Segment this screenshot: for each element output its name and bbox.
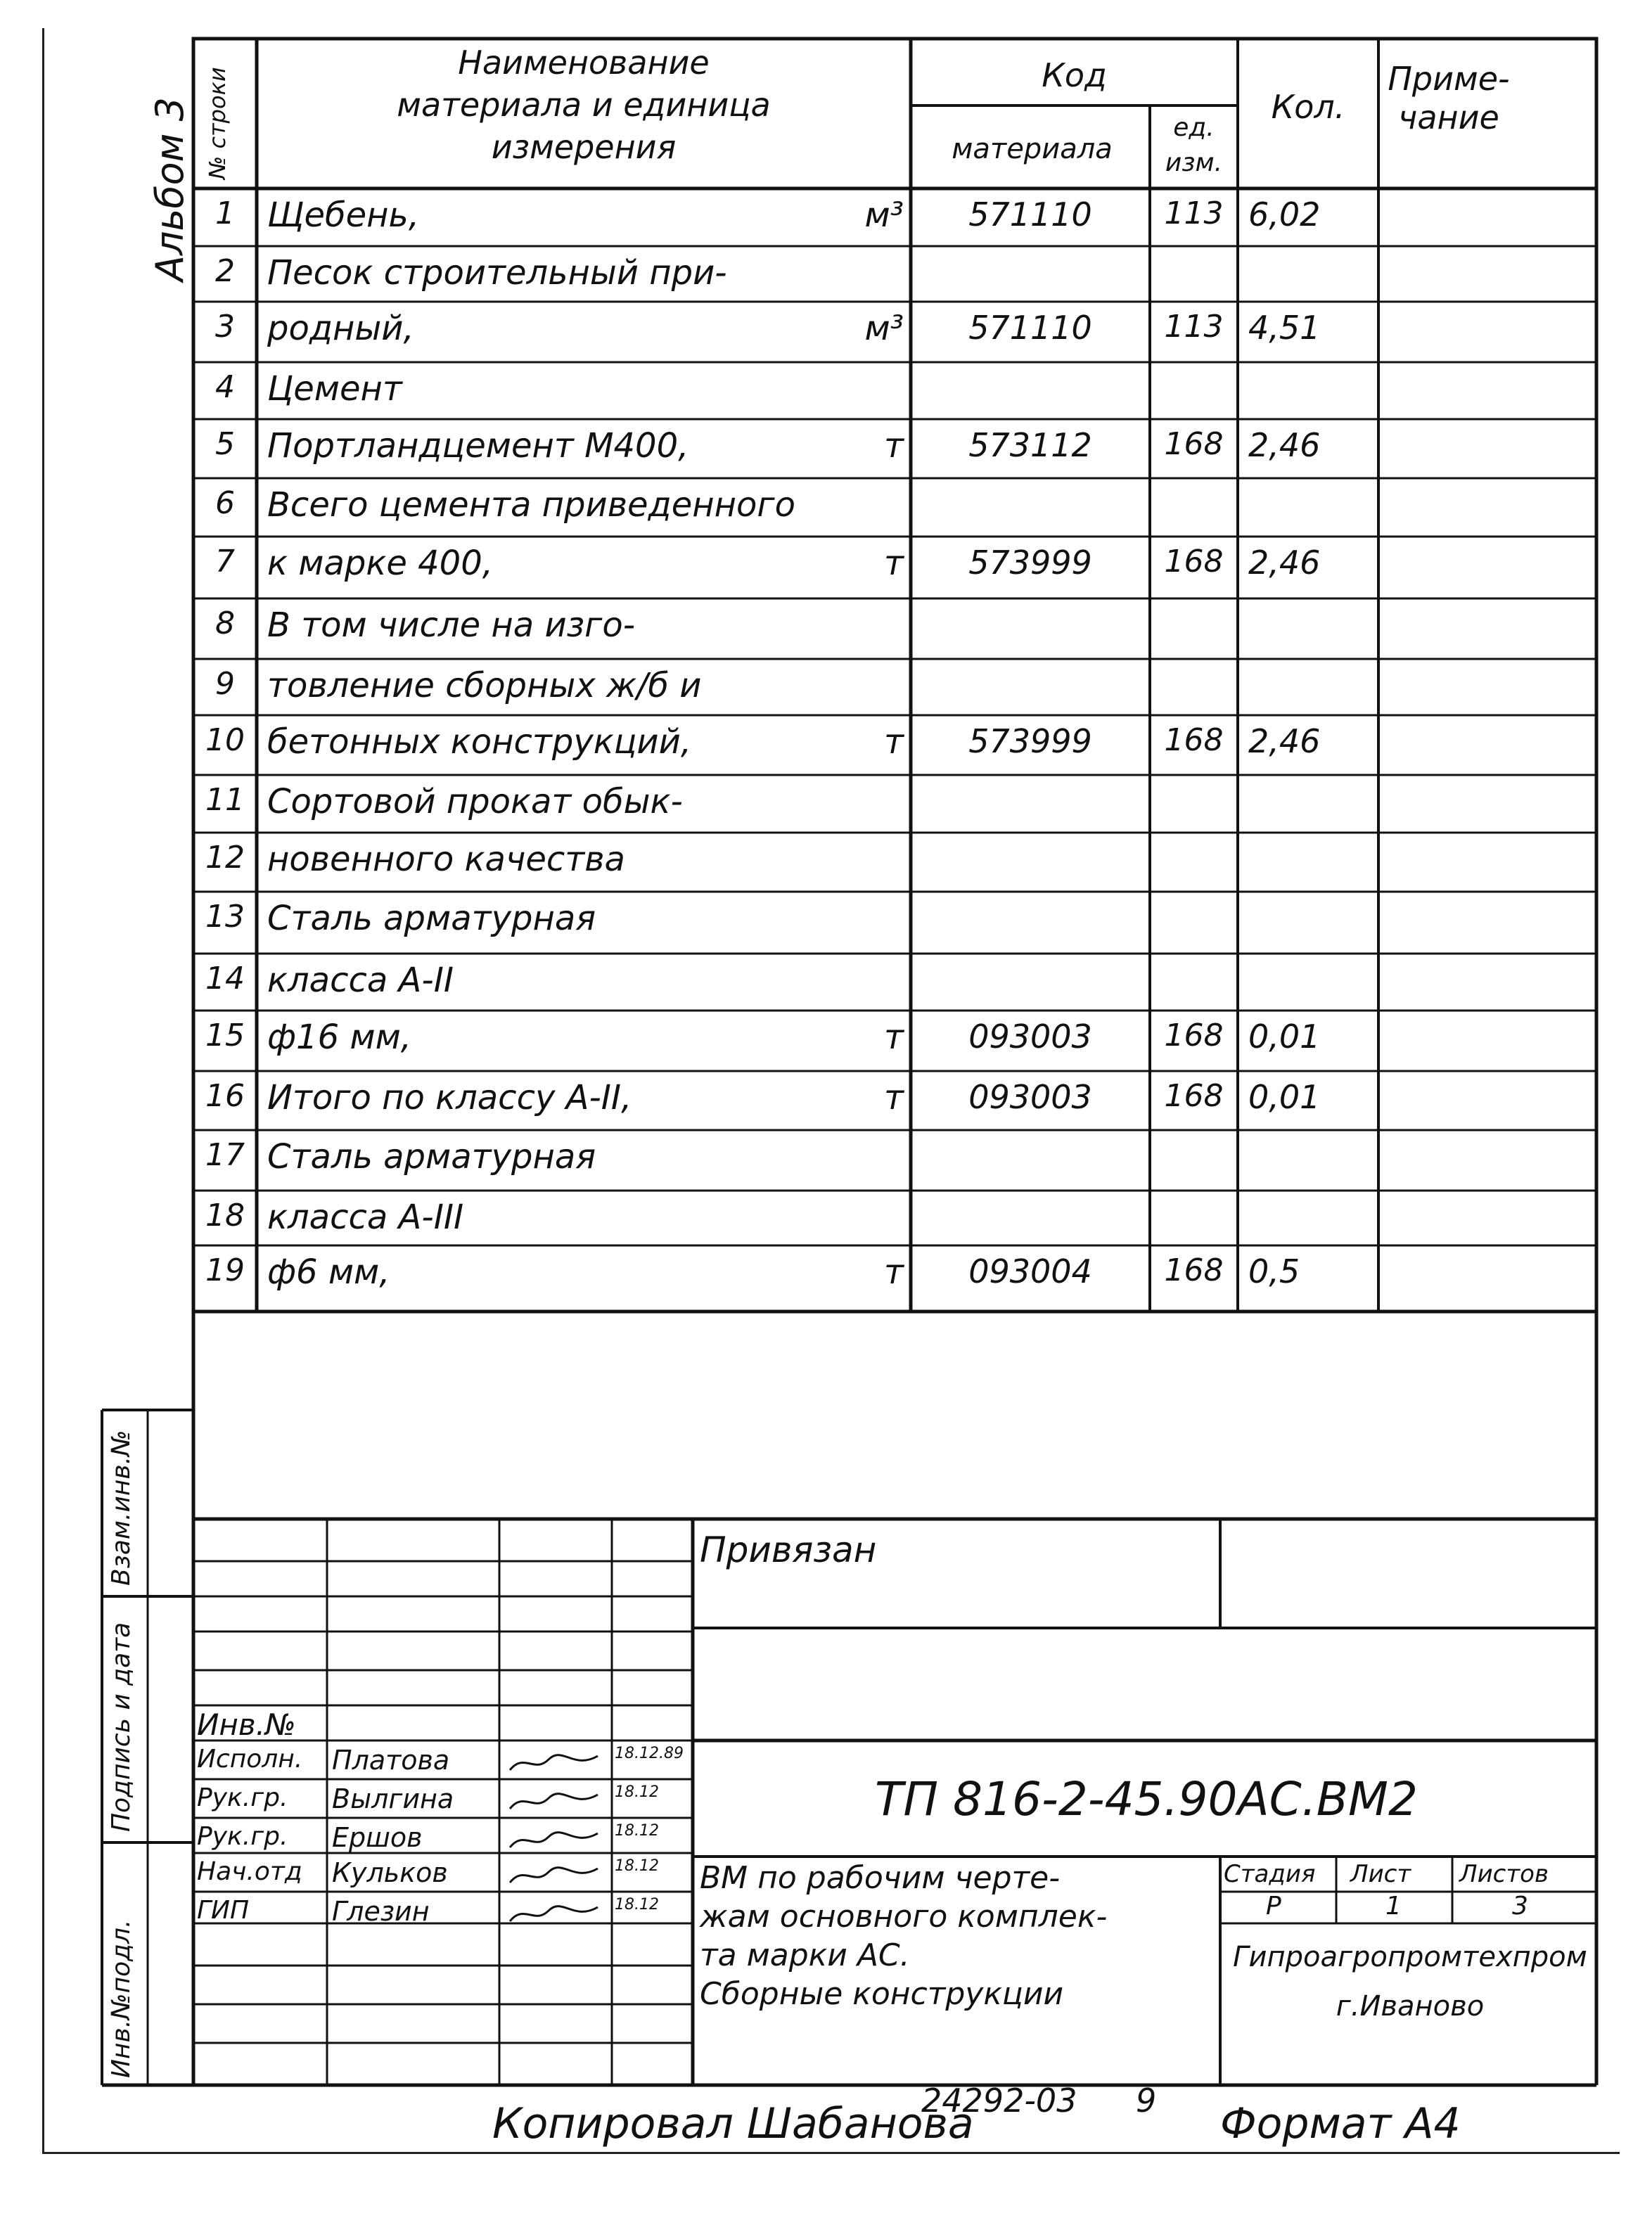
signer-date: 18.12 (615, 1822, 659, 1840)
signer-name: Глезин (332, 1896, 430, 1927)
sheets-value: 3 (1512, 1892, 1528, 1921)
footer-format: Формат А4 (1220, 2099, 1461, 2148)
signer-name: Ершов (332, 1822, 423, 1853)
side-label: Альбом 3 (148, 97, 192, 281)
row-unit: т (884, 426, 904, 466)
row-number: 9 (215, 666, 235, 702)
title-line-3: та марки АС. (700, 1937, 910, 1973)
row-unit: м³ (864, 195, 904, 235)
row-number: 12 (205, 840, 245, 876)
row-number: 2 (215, 253, 235, 289)
row-number: 10 (205, 722, 245, 758)
header-code-unit-1: ед. (1173, 113, 1215, 142)
signer-role: Исполн. (197, 1745, 303, 1774)
signature-scribble-icon (506, 1900, 605, 1931)
signer-date: 18.12 (615, 1857, 659, 1875)
row-number: 16 (205, 1078, 245, 1114)
row-qty: 2,46 (1248, 722, 1321, 760)
row-name: Сталь арматурная (267, 899, 596, 938)
stage-label: Стадия (1224, 1860, 1316, 1888)
signer-name: Вылгина (332, 1783, 454, 1814)
row-number: 3 (215, 309, 235, 345)
row-ed: 168 (1164, 1018, 1224, 1053)
row-number: 15 (205, 1018, 245, 1053)
title-line-1: ВМ по рабочим черте- (700, 1860, 1061, 1896)
row-code: 573999 (968, 544, 1092, 582)
row-number: 4 (215, 369, 235, 405)
signature-scribble-icon (506, 1788, 605, 1819)
row-name: В том числе на изго- (267, 605, 636, 645)
row-name: новенного качества (267, 840, 625, 879)
row-number: 1 (215, 195, 235, 231)
signer-name: Платова (332, 1745, 450, 1776)
signer-role: Нач.отд (197, 1857, 302, 1886)
row-qty: 0,01 (1248, 1078, 1321, 1116)
row-ed: 113 (1164, 309, 1224, 345)
row-number: 5 (215, 426, 235, 462)
footer-number: 24292-03 (921, 2082, 1077, 2120)
row-number: 7 (215, 544, 235, 579)
row-ed: 168 (1164, 544, 1224, 579)
row-qty: 2,46 (1248, 426, 1321, 464)
row-name: Итого по классу А-II, (267, 1078, 632, 1117)
signature-scribble-icon (506, 1861, 605, 1892)
title-line-4: Сборные конструкции (700, 1976, 1064, 2012)
inv-no-label: Инв.№ (197, 1707, 296, 1742)
row-name: Сортовой прокат обык- (267, 782, 683, 821)
row-ed: 168 (1164, 426, 1224, 462)
stage-value: Р (1266, 1892, 1281, 1921)
row-number: 18 (205, 1198, 245, 1233)
row-code: 573112 (968, 426, 1092, 464)
signer-name: Кульков (332, 1857, 448, 1888)
row-name: бетонных конструкций, (267, 722, 692, 762)
footer-page: 9 (1136, 2082, 1157, 2120)
row-unit: м³ (864, 309, 904, 348)
header-code-material: материала (952, 133, 1113, 165)
header-note-2: чание (1398, 98, 1499, 136)
org-line-2: г.Иваново (1336, 1990, 1485, 2023)
row-ed: 113 (1164, 195, 1224, 231)
row-qty: 0,5 (1248, 1252, 1300, 1290)
sheet-label: Лист (1350, 1860, 1411, 1888)
row-name: класса А-III (267, 1198, 464, 1237)
row-name: Всего цемента приведенного (267, 485, 795, 525)
signature-scribble-icon (506, 1749, 605, 1780)
header-note-1: Приме- (1388, 60, 1510, 98)
row-unit: т (884, 722, 904, 762)
row-code: 093003 (968, 1018, 1092, 1056)
sheet-value: 1 (1385, 1892, 1402, 1921)
header-row-number: № строки (204, 67, 231, 179)
row-qty: 6,02 (1248, 195, 1321, 233)
row-name: родный, (267, 309, 414, 348)
row-qty: 4,51 (1248, 309, 1321, 347)
row-unit: т (884, 1252, 904, 1292)
row-ed: 168 (1164, 722, 1224, 758)
row-name: к марке 400, (267, 544, 493, 583)
header-name-line-2: материала и единица (397, 86, 771, 124)
row-number: 19 (205, 1252, 245, 1288)
signer-role: Рук.гр. (197, 1783, 288, 1812)
row-unit: т (884, 1018, 904, 1057)
header-name-line-1: Наименование (458, 44, 710, 82)
row-name: ф6 мм, (267, 1252, 390, 1292)
row-name: класса А-II (267, 961, 454, 1000)
row-name: Портландцемент М400, (267, 426, 689, 466)
row-name: товление сборных ж/б и (267, 666, 702, 705)
sheets-label: Листов (1459, 1860, 1549, 1888)
label-vzam-inv: Взам.инв.№ (107, 1430, 136, 1586)
signer-role: Рук.гр. (197, 1822, 288, 1851)
row-number: 14 (205, 961, 245, 996)
signer-role: ГИП (197, 1896, 250, 1925)
header-code-unit-2: изм. (1165, 148, 1223, 177)
row-code: 571110 (968, 309, 1092, 347)
header-name-line-3: измерения (491, 128, 677, 166)
row-unit: т (884, 544, 904, 583)
row-number: 11 (205, 782, 245, 818)
row-qty: 0,01 (1248, 1018, 1321, 1056)
document-code: ТП 816-2-45.90АС.ВМ2 (875, 1772, 1418, 1826)
row-ed: 168 (1164, 1252, 1224, 1288)
row-qty: 2,46 (1248, 544, 1321, 582)
footer-copied: Копировал Шабанова (492, 2099, 974, 2148)
title-line-2: жам основного комплек- (700, 1899, 1108, 1935)
row-code: 573999 (968, 722, 1092, 760)
signer-date: 18.12 (615, 1896, 659, 1913)
signer-date: 18.12 (615, 1783, 659, 1801)
row-name: Цемент (267, 369, 402, 409)
row-name: Сталь арматурная (267, 1137, 596, 1177)
row-number: 6 (215, 485, 235, 521)
row-number: 8 (215, 605, 235, 641)
row-name: ф16 мм, (267, 1018, 412, 1057)
row-code: 571110 (968, 195, 1092, 233)
header-qty: Кол. (1271, 88, 1345, 126)
row-name: Щебень, (267, 195, 420, 235)
row-number: 17 (205, 1137, 245, 1173)
privyazan-label: Привязан (700, 1530, 877, 1570)
org-line-1: Гипроагропромтехпром (1233, 1941, 1587, 1973)
header-code: Код (1042, 56, 1107, 94)
label-inv-podl: Инв.№подл. (107, 1919, 136, 2078)
label-podpis-data: Подпись и дата (107, 1622, 136, 1832)
row-unit: т (884, 1078, 904, 1117)
row-ed: 168 (1164, 1078, 1224, 1114)
row-code: 093003 (968, 1078, 1092, 1116)
row-code: 093004 (968, 1252, 1092, 1290)
signer-date: 18.12.89 (615, 1745, 684, 1762)
signature-scribble-icon (506, 1826, 605, 1857)
row-number: 13 (205, 899, 245, 935)
row-name: Песок строительный при- (267, 253, 727, 293)
